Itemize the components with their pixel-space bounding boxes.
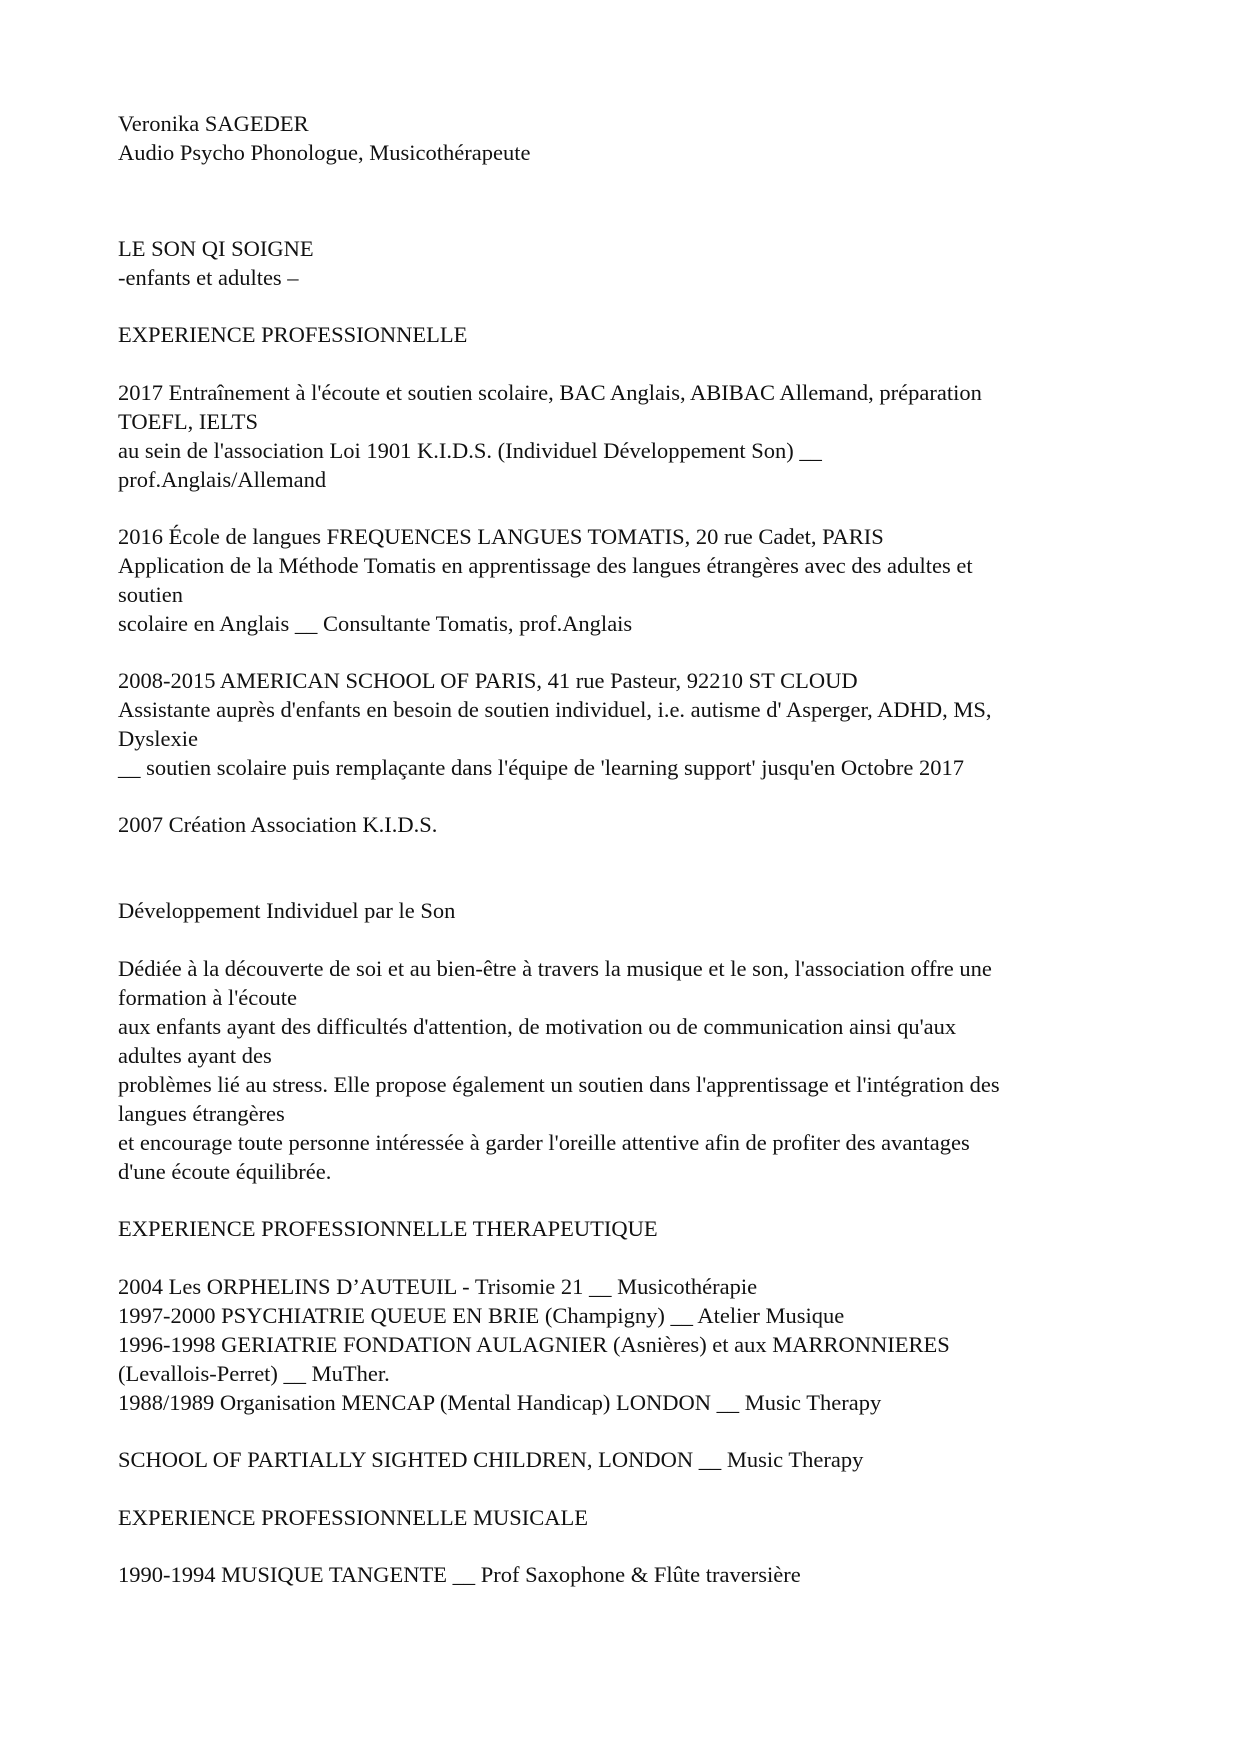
association-name: Développement Individuel par le Son [118, 898, 456, 923]
association-description-line: d'une écoute équilibrée. [118, 1159, 332, 1184]
therapeutic-line: (Levallois-Perret) __ MuTher. [118, 1361, 390, 1386]
association-description-line: et encourage toute personne intéressée à garder l'oreille attentive afin de profiter des avantages [118, 1130, 970, 1155]
entry-2016-line: Application de la Méthode Tomatis en apprentissage des langues étrangères avec des adultes et [118, 553, 973, 578]
therapeutic-line: 2004 Les ORPHELINS D’AUTEUIL - Trisomie 21 __ Musicothérapie [118, 1274, 758, 1299]
main-subheading: -enfants et adultes – [118, 265, 299, 290]
association-description-line: formation à l'écoute [118, 985, 297, 1010]
main-heading: LE SON QI SOIGNE [118, 236, 314, 261]
author-title: Audio Psycho Phonologue, Musicothérapeute [118, 140, 531, 165]
entry-2016-line: 2016 École de langues FREQUENCES LANGUES TOMATIS, 20 rue Cadet, PARIS [118, 524, 884, 549]
entry-2017-line: prof.Anglais/Allemand [118, 467, 327, 492]
therapeutic-line: 1996-1998 GERIATRIE FONDATION AULAGNIER (Asnières) et aux MARRONNIERES [118, 1332, 950, 1357]
association-description-line: problèmes lié au stress. Elle propose également un soutien dans l'apprentissage et l'intégration des [118, 1072, 1000, 1097]
association-description-line: langues étrangères [118, 1101, 285, 1126]
association-description-line: aux enfants ayant des difficultés d'attention, de motivation ou de communication ainsi qu'aux [118, 1014, 957, 1039]
entry-2016-line: scolaire en Anglais __ Consultante Tomatis, prof.Anglais [118, 611, 633, 636]
entry-2016-line: soutien [118, 582, 183, 607]
therapeutic-extra: SCHOOL OF PARTIALLY SIGHTED CHILDREN, LONDON __ Music Therapy [118, 1447, 864, 1472]
association-description-line: adultes ayant des [118, 1043, 272, 1068]
therapeutic-line: 1988/1989 Organisation MENCAP (Mental Handicap) LONDON __ Music Therapy [118, 1390, 882, 1415]
entry-2017-line: TOEFL, IELTS [118, 409, 259, 434]
entry-2008-line: 2008-2015 AMERICAN SCHOOL OF PARIS, 41 rue Pasteur, 92210 ST CLOUD [118, 668, 858, 693]
section-heading-musical: EXPERIENCE PROFESSIONNELLE MUSICALE [118, 1505, 589, 1530]
entry-2007-line: 2007 Création Association K.I.D.S. [118, 812, 438, 837]
entry-2008-line: Dyslexie [118, 726, 198, 751]
entry-2008-line: __ soutien scolaire puis remplaçante dans l'équipe de 'learning support' jusqu'en Octobre 2017 [118, 755, 964, 780]
entry-2017-line: au sein de l'association Loi 1901 K.I.D.S. (Individuel Développement Son) __ [118, 438, 822, 463]
section-heading-experience: EXPERIENCE PROFESSIONNELLE [118, 322, 468, 347]
author-name: Veronika SAGEDER [118, 111, 309, 136]
section-heading-therapeutic: EXPERIENCE PROFESSIONNELLE THERAPEUTIQUE [118, 1216, 658, 1241]
entry-2017-line: 2017 Entraînement à l'écoute et soutien scolaire, BAC Anglais, ABIBAC Allemand, préparation [118, 380, 982, 405]
therapeutic-line: 1997-2000 PSYCHIATRIE QUEUE EN BRIE (Champigny) __ Atelier Musique [118, 1303, 845, 1328]
entry-2008-line: Assistante auprès d'enfants en besoin de soutien individuel, i.e. autisme d' Asperger, ADHD, MS, [118, 697, 992, 722]
musical-line: 1990-1994 MUSIQUE TANGENTE __ Prof Saxophone & Flûte traversière [118, 1562, 801, 1587]
association-description-line: Dédiée à la découverte de soi et au bien-être à travers la musique et le son, l'association offre une [118, 956, 992, 981]
